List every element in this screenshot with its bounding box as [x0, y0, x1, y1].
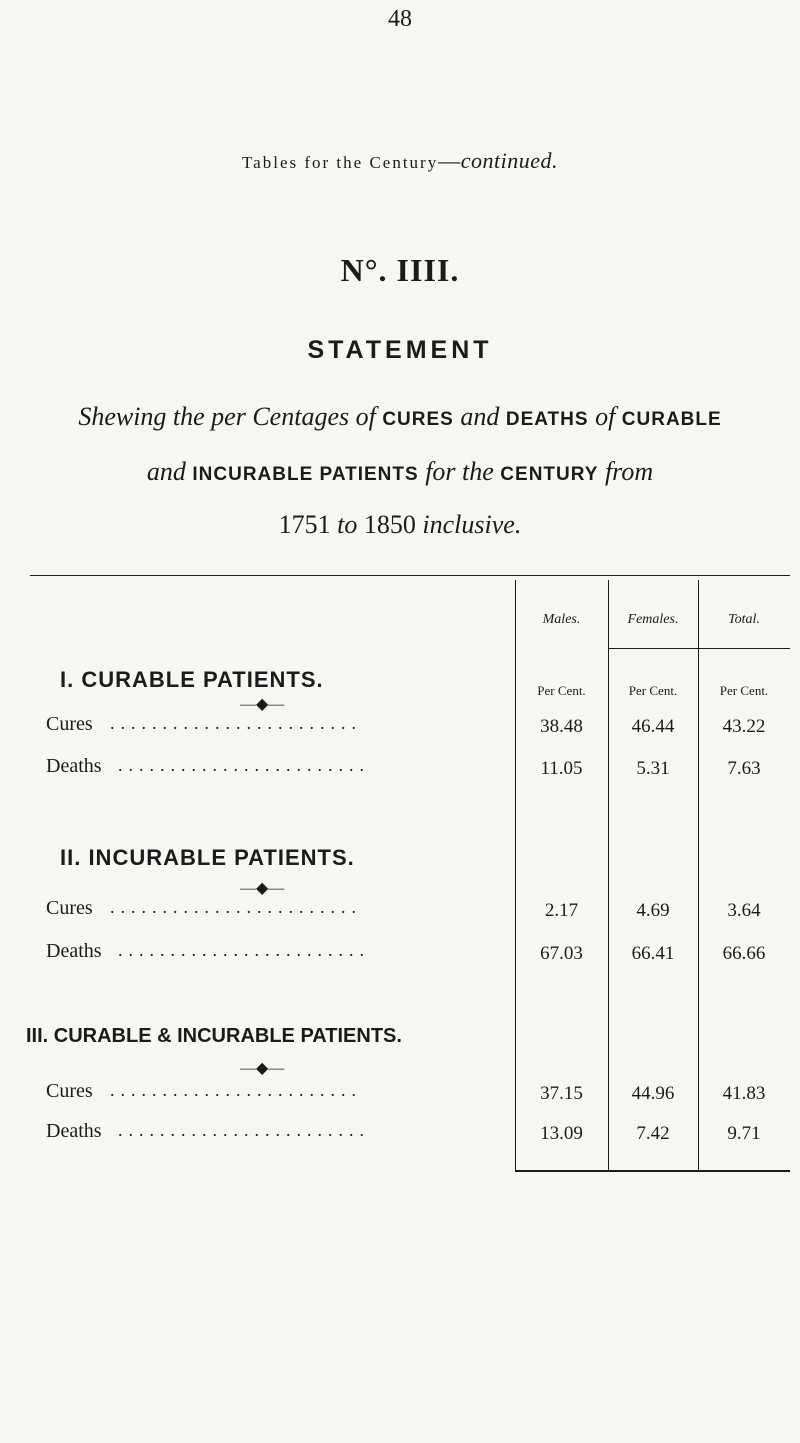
- subtitle-line-3: [0, 510, 800, 540]
- row-label-cures: Cures: [46, 1080, 93, 1102]
- table-cell: 7.63: [727, 758, 761, 779]
- table-cell: 9.71: [727, 1123, 761, 1144]
- table-cell: 43.22: [722, 716, 766, 737]
- table-cell: 66.66: [722, 943, 766, 964]
- subtitle-text: and: [460, 402, 500, 431]
- subtitle-line-2: [0, 457, 800, 487]
- column-rule: [608, 580, 609, 1170]
- table-cell: 2.17: [544, 900, 579, 921]
- subtitle-caps: CURES: [382, 409, 454, 430]
- column-header-total: Total.: [728, 612, 760, 627]
- table-cell: 38.48: [540, 716, 583, 737]
- running-head-continued: continued.: [460, 148, 558, 173]
- column-header-males: Males.: [542, 612, 581, 627]
- ornament-divider: —◆—: [240, 880, 285, 897]
- dot-leader: ........................: [118, 755, 370, 775]
- subtitle-caps: CENTURY: [500, 464, 599, 485]
- table-cell: 66.41: [631, 943, 675, 964]
- subtitle-caps: INCURABLE PATIENTS: [192, 464, 419, 485]
- running-head-dash: —: [438, 148, 461, 173]
- row-label-cures: Cures: [46, 713, 93, 735]
- header-rule: [608, 648, 790, 649]
- section-heading: III. CURABLE & INCURABLE PATIENTS.: [26, 1025, 402, 1047]
- dot-leader: ........................: [110, 1080, 362, 1100]
- subtitle-caps: DEATHS: [505, 409, 589, 430]
- table-cell: 11.05: [540, 758, 583, 779]
- table-number-heading: N°. IIII.: [340, 252, 460, 288]
- row-label-deaths: Deaths: [46, 940, 102, 962]
- statement-title: STATEMENT: [307, 336, 493, 364]
- dot-leader: ........................: [110, 897, 362, 917]
- running-head: [0, 148, 800, 174]
- subtitle-line-1: [0, 402, 800, 432]
- page-number: 48: [388, 6, 412, 32]
- subtitle-text: to: [337, 510, 358, 539]
- dot-leader: ........................: [118, 940, 370, 960]
- subtitle-caps: CURABLE: [621, 409, 722, 430]
- table-cell: 4.69: [636, 900, 670, 921]
- table-cell: 37.15: [540, 1083, 583, 1104]
- table-cell: 7.42: [636, 1123, 670, 1144]
- running-head-title: Tables for the Century: [241, 153, 439, 172]
- subtitle-text: and: [146, 457, 186, 486]
- per-cent-label: Per Cent.: [628, 683, 678, 698]
- table-cell: 5.31: [636, 758, 670, 779]
- subtitle-text: of: [595, 402, 616, 431]
- table-cell: 13.09: [540, 1123, 583, 1144]
- dot-leader: ........................: [118, 1120, 370, 1140]
- table-cell: 3.64: [727, 900, 761, 921]
- row-label-deaths: Deaths: [46, 755, 102, 777]
- table-cell: 67.03: [540, 943, 583, 964]
- row-label-cures: Cures: [46, 897, 93, 919]
- ornament-divider: —◆—: [240, 1060, 285, 1077]
- table-bottom-rule: [515, 1170, 790, 1172]
- subtitle-year: 1751: [278, 510, 331, 539]
- column-header-females: Females.: [627, 612, 679, 627]
- ornament-divider: —◆—: [240, 696, 285, 713]
- subtitle-text: inclusive.: [422, 510, 522, 539]
- subtitle-text: for the: [425, 457, 494, 486]
- section-heading: II. INCURABLE PATIENTS.: [60, 845, 355, 870]
- table-top-rule: [30, 575, 790, 576]
- section-heading: I. CURABLE PATIENTS.: [60, 667, 324, 692]
- column-rule: [698, 580, 699, 1170]
- subtitle-year: 1850: [363, 510, 416, 539]
- table-cell: 46.44: [631, 716, 675, 737]
- subtitle-text: from: [604, 457, 654, 486]
- row-label-deaths: Deaths: [46, 1120, 102, 1142]
- dot-leader: ........................: [110, 713, 362, 733]
- table-cell: 44.96: [631, 1083, 675, 1104]
- per-cent-label: Per Cent.: [719, 683, 769, 698]
- table-cell: 41.83: [722, 1083, 766, 1104]
- subtitle-text: Shewing the per Centages of: [78, 402, 376, 431]
- per-cent-label: Per Cent.: [537, 683, 586, 698]
